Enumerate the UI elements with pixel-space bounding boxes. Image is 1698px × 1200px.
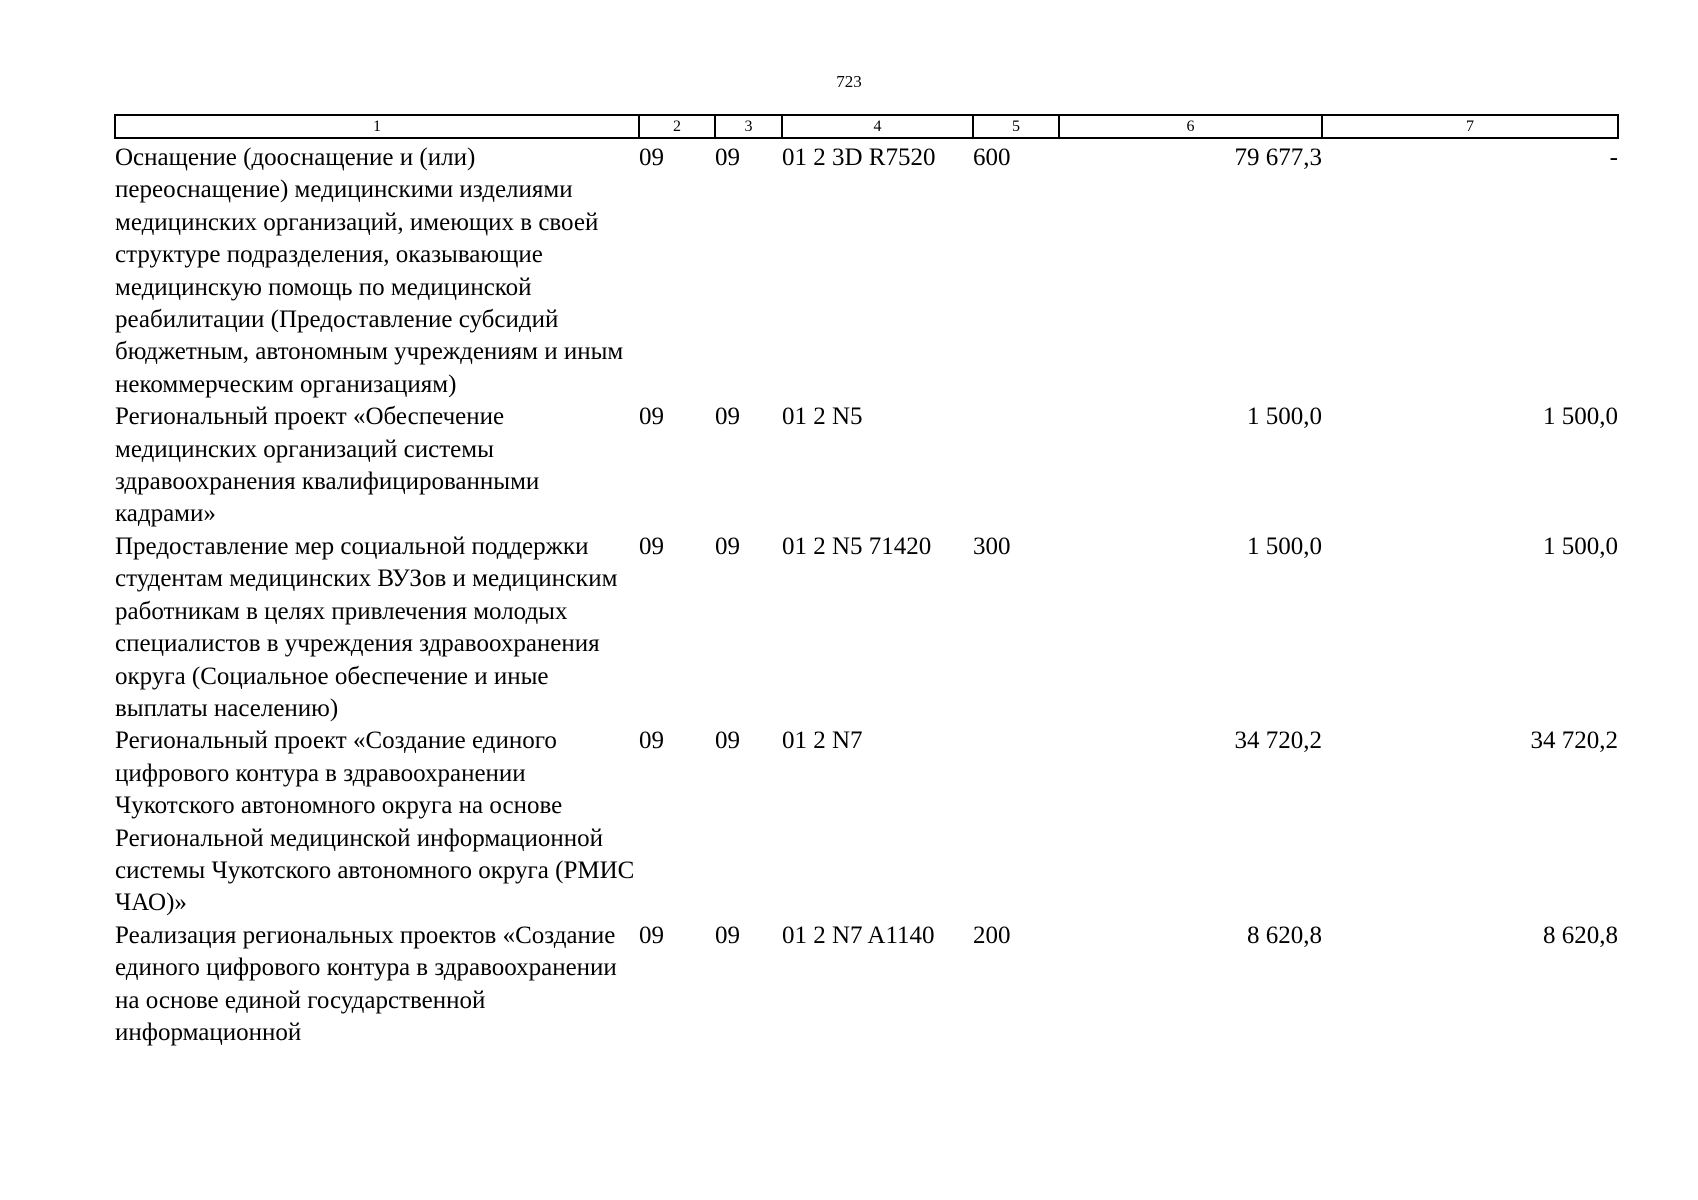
- expense-type-code: 600: [973, 144, 1011, 171]
- amount-col6: 1 500,0: [1247, 532, 1322, 560]
- subsection-code: 09: [715, 532, 740, 560]
- table-row: [115, 725, 1618, 919]
- item-name: Оснащение (дооснащение и (или) переоснащение) медицинскими изделиями медицинских организаций, имеющих в своей структуре подразделения, оказывающие медицинскую помощь по медицинской реабилитации (Предоставление субсидий бюджетным, автономным учреждениям и иным некоммерческим организациям): [115, 144, 624, 398]
- table-row: [115, 920, 1618, 1050]
- table-row: [115, 531, 1618, 725]
- expense-type-code: [973, 725, 1059, 919]
- amount-col6: 8 620,8: [1247, 921, 1322, 949]
- column-header: 7: [1322, 115, 1618, 138]
- item-name: Реализация региональных проектов «Создание единого цифрового контура в здравоохранении на основе единой государственной информационной: [115, 921, 617, 1046]
- section-code: 09: [639, 144, 664, 171]
- amount-col7: -: [1609, 144, 1618, 171]
- section-code: 09: [639, 532, 664, 560]
- target-article-code: 01 2 3D R7520: [782, 144, 936, 171]
- amount-col6: 1 500,0: [1247, 403, 1322, 431]
- column-number-row: [115, 115, 1618, 138]
- column-header: 2: [639, 115, 715, 138]
- table-row: [115, 138, 1618, 401]
- item-name: Региональный проект «Обеспечение медицинских организаций системы здравоохранения квалифицированными кадрами»: [115, 403, 540, 528]
- target-article-code: 01 2 N5 71420: [782, 532, 932, 560]
- subsection-code: 09: [715, 727, 740, 755]
- item-name: Предоставление мер социальной поддержки студентам медицинских ВУЗов и медицинским работникам в целях привлечения молодых специалистов в учреждения здравоохранения округа (Социальное обеспечение и иные выплаты населению): [115, 532, 618, 722]
- expense-type-code: 200: [973, 921, 1011, 949]
- item-name: Региональный проект «Создание единого цифрового контура в здравоохранении Чукотского автономного округа на основе Региональной медицинской информационной системы Чукотского автономного округа (РМИС ЧАО)»: [115, 727, 635, 917]
- amount-col6: 79 677,3: [1234, 144, 1322, 171]
- target-article-code: 01 2 N5: [782, 403, 863, 431]
- subsection-code: 09: [715, 921, 740, 949]
- column-header: 4: [782, 115, 973, 138]
- amount-col7: 8 620,8: [1543, 921, 1618, 949]
- amount-col6: 34 720,2: [1234, 727, 1322, 755]
- column-header: 3: [715, 115, 782, 138]
- subsection-code: 09: [715, 144, 740, 171]
- amount-col7: 1 500,0: [1543, 403, 1618, 431]
- target-article-code: 01 2 N7: [782, 727, 863, 755]
- section-code: 09: [639, 403, 664, 431]
- column-header: 1: [115, 115, 639, 138]
- table-row: [115, 401, 1618, 531]
- subsection-code: 09: [715, 403, 740, 431]
- amount-col7: 1 500,0: [1543, 532, 1618, 560]
- amount-col7: 34 720,2: [1530, 727, 1618, 755]
- expense-type-code: [973, 401, 1059, 531]
- column-header: 6: [1059, 115, 1322, 138]
- section-code: 09: [639, 921, 664, 949]
- section-code: 09: [639, 727, 664, 755]
- budget-table: [114, 114, 1619, 1049]
- page-number: 723: [836, 72, 862, 91]
- target-article-code: 01 2 N7 A1140: [782, 921, 935, 949]
- expense-type-code: 300: [973, 532, 1011, 560]
- column-header: 5: [973, 115, 1059, 138]
